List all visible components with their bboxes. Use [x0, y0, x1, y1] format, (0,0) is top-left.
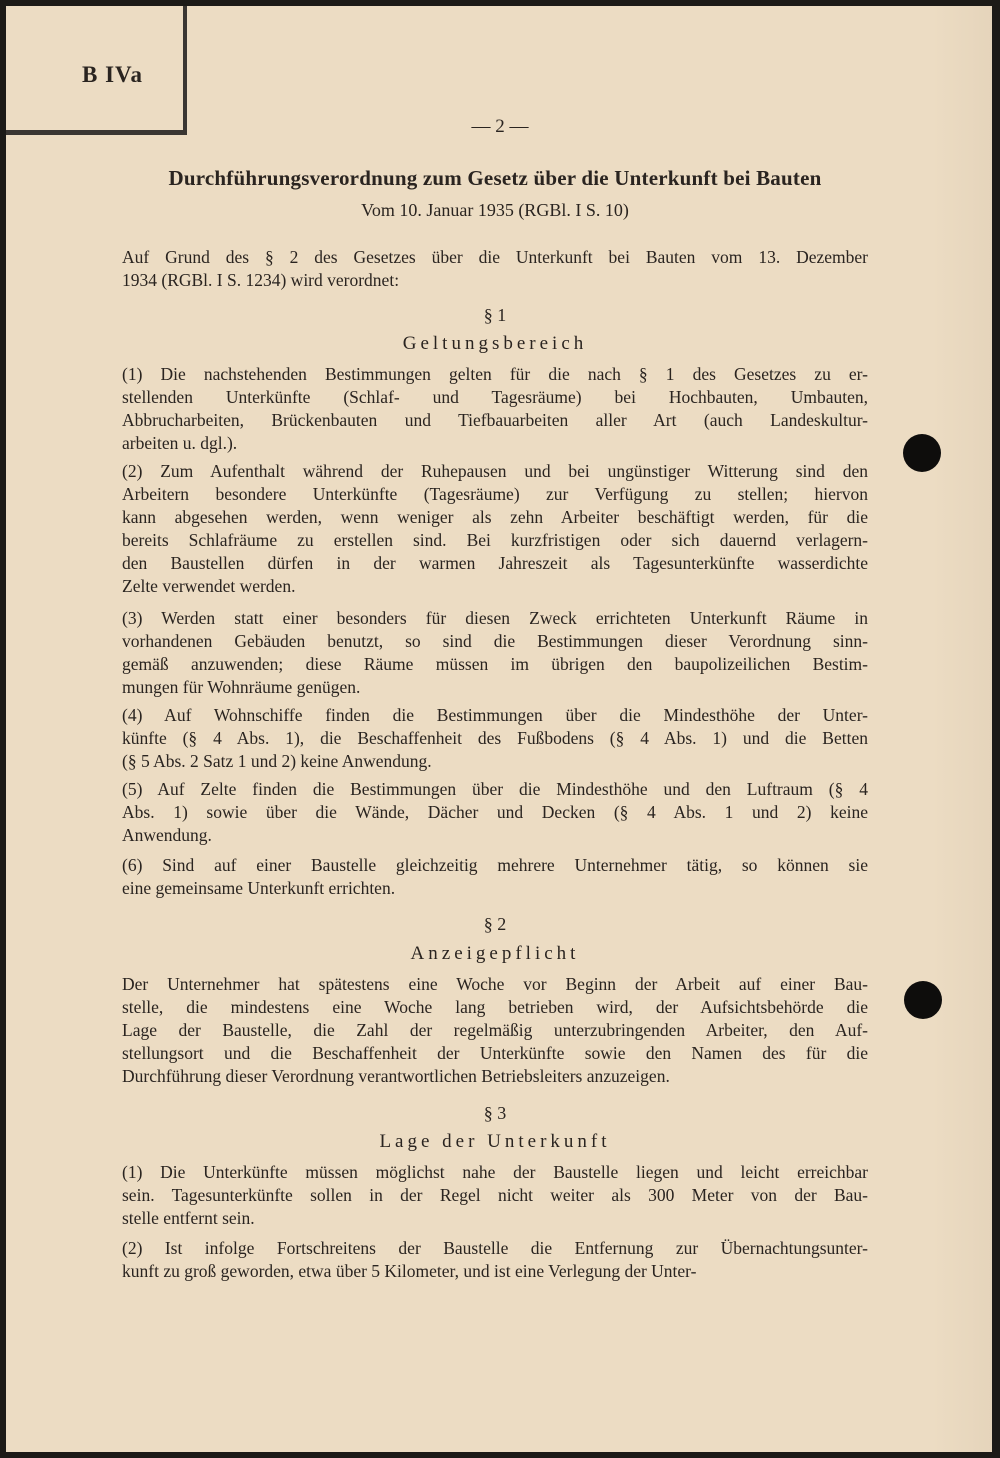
section-number: § 1	[483, 305, 507, 325]
paragraph	[122, 363, 868, 455]
section-number: § 2	[483, 914, 507, 934]
section-number: § 3	[483, 1103, 507, 1123]
document-subtitle: Vom 10. Januar 1935 (RGBl. I S. 10)	[361, 200, 629, 220]
page-number: — 2 —	[471, 116, 529, 137]
text-line: bereits Schlafräume zu erstellen sind. Bei kurzfristigen oder sich dauernd verlagern-	[122, 530, 868, 550]
text-line: Arbeitern besondere Unterkünfte (Tagesräume) zur Verfügung zu stellen; hiervon	[122, 484, 868, 504]
paragraph	[122, 778, 868, 847]
punch-hole	[904, 981, 942, 1019]
text-line: Abbrucharbeiten, Brückenbauten und Tiefbauarbeiten aller Art (auch Landeskultur-	[122, 410, 868, 430]
text-line: mungen für Wohnräume genügen.	[122, 677, 361, 697]
text-line: kann abgesehen werden, wenn weniger als zehn Arbeiter beschäftigt werden, für die	[122, 507, 868, 527]
text-line: stellungsort und die Beschaffenheit der Unterkünfte sowie den Namen des für die	[122, 1043, 868, 1063]
section-heading: Anzeigepflicht	[410, 943, 580, 964]
text-line: kunft zu groß geworden, etwa über 5 Kilometer, und ist eine Verlegung der Unter-	[122, 1261, 697, 1281]
text-line: Lage der Baustelle, die Zahl der regelmäßig unterzubringenden Arbeiter, den Auf-	[122, 1020, 868, 1040]
paragraph	[122, 607, 868, 699]
text-line: (1) Die nachstehenden Bestimmungen gelten für die nach § 1 des Gesetzes zu er-	[122, 364, 868, 384]
punch-hole	[903, 434, 941, 472]
text-line: (5) Auf Zelte finden die Bestimmungen über die Mindesthöhe und den Luftraum (§ 4	[122, 779, 868, 799]
text-line: Der Unternehmer hat spätestens eine Woche vor Beginn der Arbeit auf einer Bau-	[122, 974, 868, 994]
text-line: (2) Zum Aufenthalt während der Ruhepausen und bei ungünstiger Witterung sind den	[122, 461, 868, 481]
text-line: künfte (§ 4 Abs. 1), die Beschaffenheit des Fußbodens (§ 4 Abs. 1) und die Betten	[122, 728, 868, 748]
text-line: arbeiten u. dgl.).	[122, 433, 238, 453]
text-line: stelle, die mindestens eine Woche lang betrieben wird, der Aufsichtsbehörde die	[122, 997, 868, 1017]
text-line: (1) Die Unterkünfte müssen möglichst nahe der Baustelle liegen und leicht erreichbar	[122, 1162, 868, 1182]
text-line: stellenden Unterkünfte (Schlaf- und Tagesräume) bei Hochbauten, Umbauten,	[122, 387, 868, 407]
paragraph	[122, 1237, 868, 1283]
section-heading: Lage der Unterkunft	[379, 1131, 611, 1152]
text-line: vorhandenen Gebäuden benutzt, so sind die Bestimmungen dieser Verordnung sinn-	[122, 631, 868, 651]
register-tab-label: B IVa	[82, 62, 144, 87]
text-line: (4) Auf Wohnschiffe finden die Bestimmungen über die Mindesthöhe der Unter-	[122, 705, 868, 725]
paragraph	[122, 460, 868, 598]
text-line: stelle entfernt sein.	[122, 1208, 255, 1228]
text-line: Auf Grund des § 2 des Gesetzes über die Unterkunft bei Bauten vom 13. Dezember	[122, 247, 868, 267]
text-line: Zelte verwendet werden.	[122, 576, 296, 596]
text-line: (2) Ist infolge Fortschreitens der Baustelle die Entfernung zur Übernachtungsunter-	[122, 1238, 868, 1258]
section-heading: Geltungsbereich	[402, 333, 588, 354]
text-line: eine gemeinsame Unterkunft errichten.	[122, 878, 396, 898]
paragraph	[122, 973, 868, 1088]
document-title: Durchführungsverordnung zum Gesetz über die Unterkunft bei Bauten	[168, 166, 822, 190]
text-line: Abs. 1) sowie über die Wände, Dächer und Decken (§ 4 Abs. 1 und 2) keine	[122, 802, 868, 822]
text-line: (3) Werden statt einer besonders für diesen Zweck errichteten Unterkunft Räume in	[122, 608, 868, 628]
text-line: den Baustellen dürfen in der warmen Jahreszeit als Tagesunterkünfte wasserdichte	[122, 553, 868, 573]
text-line: gemäß anzuwenden; diese Räume müssen im übrigen den baupolizeilichen Bestim-	[122, 654, 868, 674]
text-line: (§ 5 Abs. 2 Satz 1 und 2) keine Anwendung.	[122, 751, 432, 771]
text-line: (6) Sind auf einer Baustelle gleichzeitig mehrere Unternehmer tätig, so können sie	[122, 855, 868, 875]
preamble	[122, 246, 868, 292]
paragraph	[122, 854, 868, 900]
text-line: 1934 (RGBl. I S. 1234) wird verordnet:	[122, 270, 400, 290]
text-line: Durchführung dieser Verordnung verantwortlichen Betriebsleiters anzuzeigen.	[122, 1066, 670, 1086]
paragraph	[122, 1161, 868, 1230]
text-line: Anwendung.	[122, 825, 212, 845]
paragraph	[122, 704, 868, 773]
text-line: sein. Tagesunterkünfte sollen in der Regel nicht weiter als 300 Meter von der Bau-	[122, 1185, 868, 1205]
